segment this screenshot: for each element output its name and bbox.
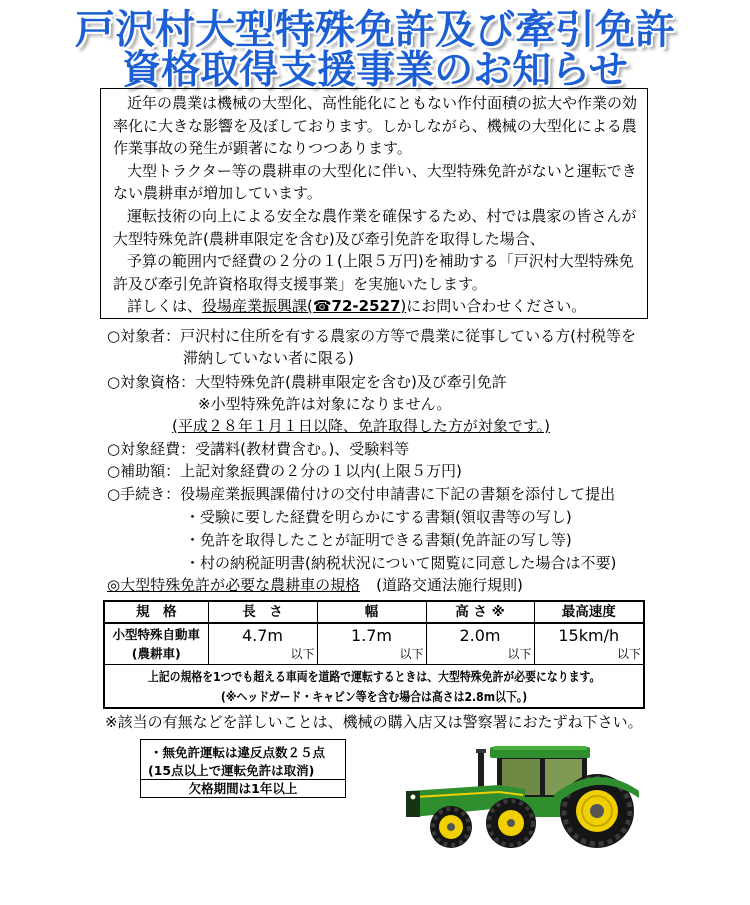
intro-line: 作業事故の発生が顕著になりつつあります。: [113, 139, 412, 157]
spec-note-cell: [104, 665, 644, 709]
expense-item: [107, 440, 409, 458]
tractor-headlight: [411, 795, 416, 800]
intro-box: [100, 88, 648, 319]
procedure-item: [107, 485, 615, 503]
contact-line: [127, 297, 586, 315]
document-item: ・村の納税証明書(納税状況について閲覧に同意した場合は不要): [185, 554, 617, 572]
width-cell: [317, 623, 426, 665]
contact-prefix: 詳しくは、: [127, 297, 203, 315]
page-title-line2: 資格取得支援事業のお知らせ: [122, 48, 628, 93]
width-limit: 以下: [399, 647, 424, 661]
intro-line: 大型トラクター等の農耕車の大型化に伴い、大型特殊免許がないと運転でき: [127, 162, 637, 180]
subsidy-item: [107, 462, 462, 480]
spec-note-line1: 上記の規格を1つでも超える車両を道路で運転するときは、大型特殊免許が必要になります。: [147, 669, 601, 684]
vehicle-subtype: (農耕車): [131, 646, 181, 661]
expense-label: ○対象経費：: [107, 440, 196, 458]
header-height: 高 さ ※: [426, 601, 534, 623]
height-cell: [426, 623, 534, 665]
vehicle-cell: [104, 623, 208, 665]
intro-line: 大型特殊免許(農耕車限定を含む)及び牽引免許を取得した場合、: [113, 230, 545, 248]
contact-phone: ☎72-2527: [312, 297, 401, 315]
license-date-note: (平成２８年１月１日以降、免許取得した方が対象です。): [172, 417, 551, 435]
spec-heading: ◎大型特殊免許が必要な農耕車の規格: [107, 576, 361, 594]
procedure-text: 役場産業振興課備付けの交付申請書に下記の書類を添付して提出: [180, 485, 616, 503]
tractor-exhaust: [478, 751, 484, 791]
target-text: 戸沢村に住所を有する農家の方等で農業に従事している方(村税等を: [180, 327, 636, 345]
target-label: ○対象者：: [107, 327, 181, 345]
document-item: ・受験に要した経費を明らかにする書類(領収書等の写し): [185, 508, 572, 526]
intro-line: 近年の農業は機械の大型化、高性能化にともない作付面積の拡大や作業の効: [127, 94, 638, 112]
license-label: ○対象資格：: [107, 373, 196, 391]
tractor-front-wheel: [430, 806, 472, 848]
subsidy-text: 上記対象経費の２分の１以内(上限５万円): [180, 462, 462, 480]
header-max-speed: 最高速度: [534, 601, 644, 623]
header-length: 長 さ: [208, 601, 317, 623]
tractor-mid-wheel: [486, 798, 536, 848]
length-cell: [208, 623, 317, 665]
spec-table: [103, 600, 645, 709]
spec-header-row: [104, 601, 644, 623]
contact-suffix: にお問い合わせください。: [406, 297, 587, 315]
spec-note-line2: (※ヘッドガード・キャビン等を含む場合は高さは2.8m以下。): [220, 689, 528, 704]
spec-value-row: [104, 623, 644, 665]
spec-source: (道路交通法施行規則): [376, 576, 523, 594]
intro-line: ない農耕車が増加しています。: [113, 184, 322, 202]
penalty-box: [140, 739, 346, 798]
tractor-icon: [403, 745, 643, 850]
license-text: 大型特殊免許(農耕車限定を含む)及び牽引免許: [195, 373, 507, 391]
height-limit: 以下: [507, 647, 532, 661]
intro-line: 率化に大きな影響を及ぼしております。しかしながら、機械の大型化による農: [113, 117, 637, 135]
target-item: [107, 327, 636, 345]
license-note: ※小型特殊免許は対象になりません。: [198, 395, 452, 413]
penalty-line2: (15点以上で運転免許は取消): [148, 763, 315, 778]
speed-value: 15km/h: [558, 626, 620, 645]
speed-limit: 以下: [616, 647, 641, 661]
spec-note-row: [104, 665, 644, 709]
license-item: [107, 373, 507, 391]
subsidy-label: ○補助額：: [107, 462, 181, 480]
contact-close: ): [400, 297, 407, 315]
height-value: 2.0m: [459, 626, 501, 645]
intro-line: 運転技術の向上による安全な農作業を確保するため、村では農家の皆さんが: [127, 207, 637, 225]
spec-heading-line: [107, 576, 523, 594]
tractor-roof-top: [493, 746, 587, 750]
penalty-line3: 欠格期間は1年以上: [141, 779, 345, 798]
document-item: ・免許を取得したことが証明できる書類(免許証の写し等): [185, 531, 572, 549]
procedure-label: ○手続き：: [107, 485, 181, 503]
inquiry-note: ※該当の有無などを詳しいことは、機械の購入店又は警察署におたずね下さい。: [105, 713, 643, 731]
header-spec: 規 格: [104, 601, 208, 623]
penalty-line1: ・無免許運転は違反点数２５点: [150, 745, 326, 760]
speed-cell: [534, 623, 644, 665]
length-value: 4.7m: [241, 626, 284, 645]
width-value: 1.7m: [350, 626, 393, 645]
contact-office-name: 役場産業振興課(: [202, 297, 313, 315]
tractor-exhaust-cap: [476, 749, 486, 753]
intro-line: 許及び牽引免許資格取得支援事業」を実施いたします。: [113, 275, 487, 293]
page-title-line1: 戸沢村大型特殊免許及び牽引免許: [75, 7, 675, 53]
target-text-cont: 滞納していない者に限る): [183, 349, 354, 367]
expense-text: 受講料(教材費含む。)、受験料等: [195, 440, 410, 458]
length-limit: 以下: [290, 647, 315, 661]
header-width: 幅: [317, 601, 426, 623]
vehicle-type: 小型特殊自動車: [112, 627, 200, 642]
contact-office: [202, 297, 406, 315]
intro-line: 予算の範囲内で経費の２分の１(上限５万円)を補助する「戸沢村大型特殊免: [127, 252, 634, 270]
